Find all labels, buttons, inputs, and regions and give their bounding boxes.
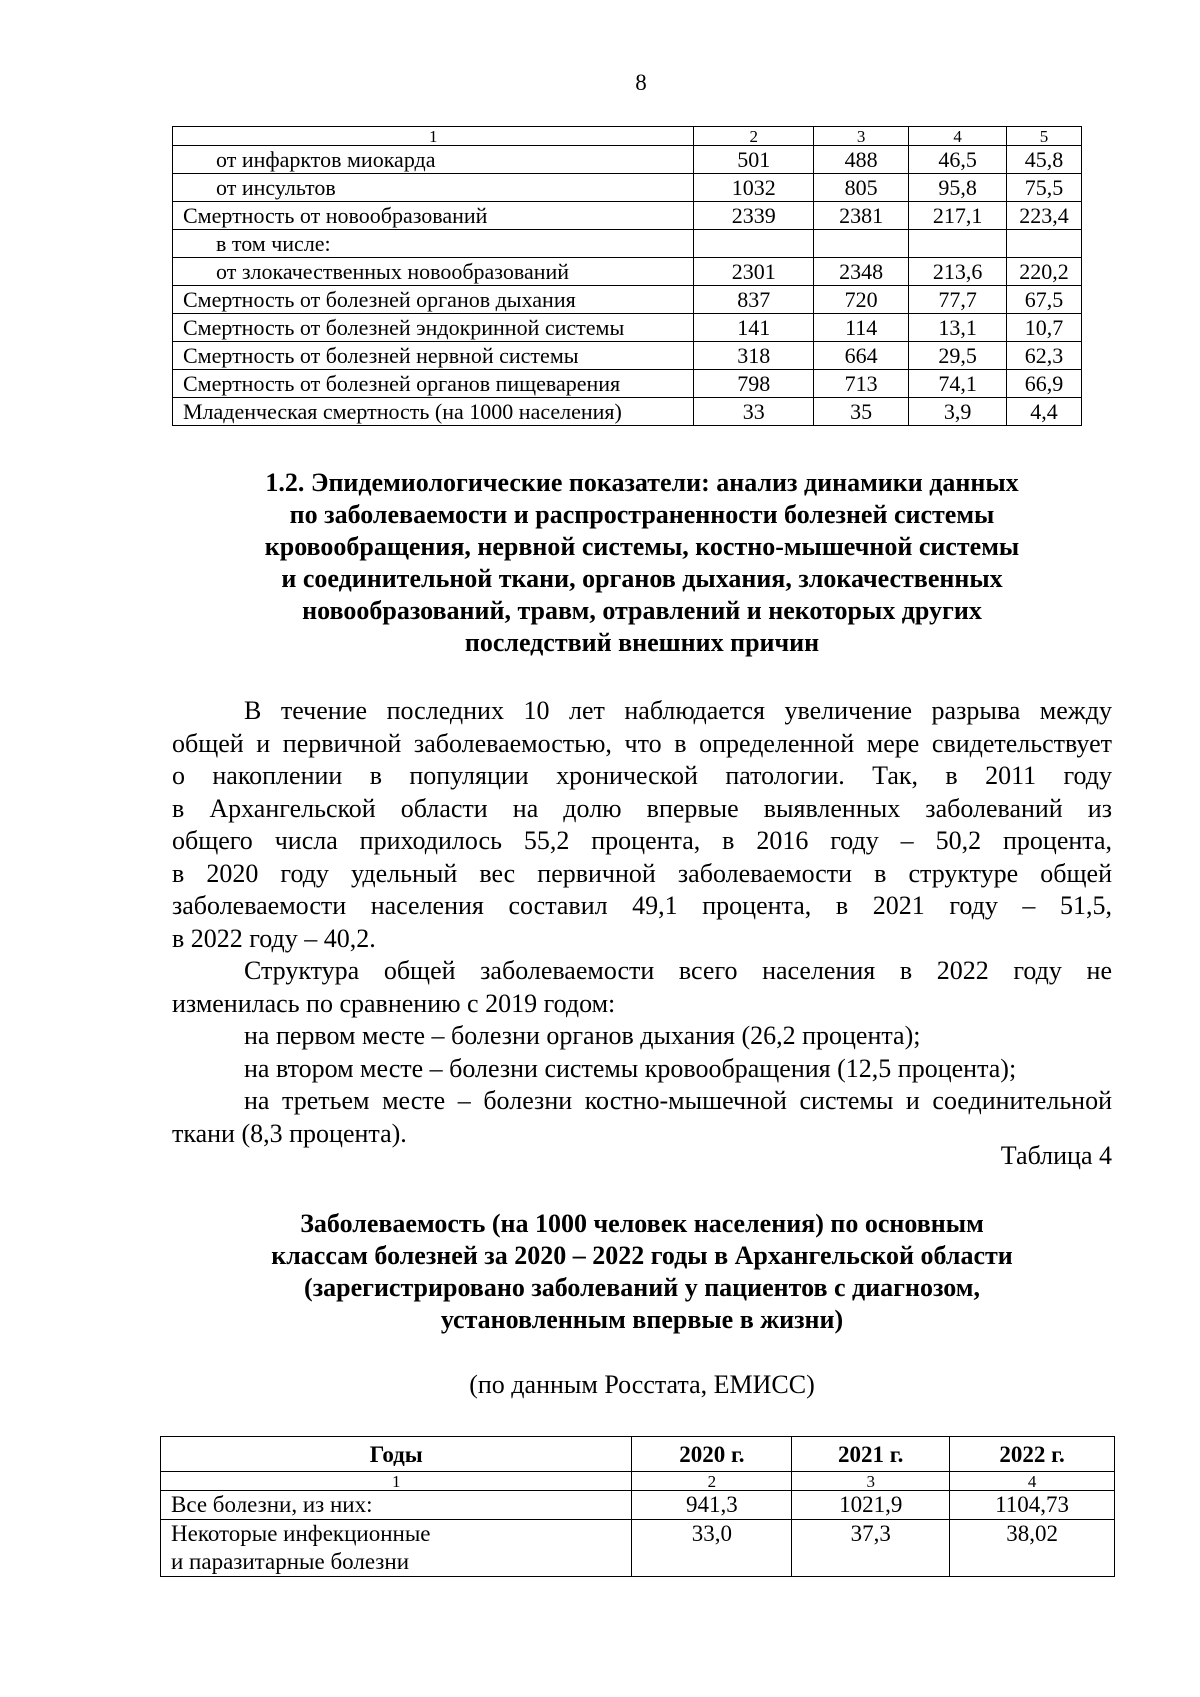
row-label-line: Все болезни, из них: — [171, 1492, 373, 1517]
column-header: 2021 г. — [792, 1437, 950, 1472]
row-label — [161, 1491, 632, 1520]
cell-value: 114 — [814, 314, 909, 342]
cell-value — [909, 230, 1007, 258]
column-number: 1 — [161, 1472, 632, 1491]
cell-value: 3,9 — [909, 398, 1007, 426]
paragraph-line: Структура общей заболеваемости всего населения в 2022 году не — [244, 956, 1112, 985]
cell-value: 664 — [814, 342, 909, 370]
row-label: Смертность от болезней органов дыхания — [173, 286, 694, 314]
table-row — [161, 1491, 1115, 1520]
table-row — [173, 286, 1082, 314]
cell-value: 4,4 — [1007, 398, 1082, 426]
table-row — [173, 342, 1082, 370]
column-number: 2 — [632, 1472, 792, 1491]
cell-value: 45,8 — [1007, 146, 1082, 174]
table-number: Таблица 4 — [1000, 1141, 1112, 1170]
table-row — [173, 258, 1082, 286]
section-heading — [172, 467, 1112, 659]
table-row — [173, 370, 1082, 398]
row-label: в том числе: — [173, 230, 694, 258]
table-row — [173, 314, 1082, 342]
morbidity-table — [160, 1436, 1115, 1577]
cell-value: 837 — [694, 286, 814, 314]
table-row — [173, 230, 1082, 258]
column-numbers-row — [161, 1472, 1115, 1491]
paragraph-line: изменилась по сравнению с 2019 годом: — [172, 988, 616, 1018]
heading-line: и соединительной ткани, органов дыхания, злокачественных — [281, 564, 1003, 593]
column-number: 2 — [694, 127, 814, 146]
cell-value: 720 — [814, 286, 909, 314]
table-title — [172, 1208, 1112, 1336]
heading-line: последствий внешних причин — [464, 628, 820, 657]
cell-value: 213,6 — [909, 258, 1007, 286]
cell-value: 35 — [814, 398, 909, 426]
cell-value: 10,7 — [1007, 314, 1082, 342]
paragraph-line: о накоплении в популяции хронической патологии. Так, в 2011 году — [172, 761, 1112, 790]
row-label: от инсультов — [173, 174, 694, 202]
cell-value: 33 — [694, 398, 814, 426]
cell-value: 46,5 — [909, 146, 1007, 174]
cell-value: 74,1 — [909, 370, 1007, 398]
page-number: 8 — [635, 70, 647, 95]
column-numbers-row — [173, 127, 1082, 146]
paragraph-line: в Архангельской области на долю впервые выявленных заболеваний из — [172, 793, 1112, 823]
row-label: от инфарктов миокарда — [173, 146, 694, 174]
cell-value: 501 — [694, 146, 814, 174]
cell-value — [1007, 230, 1082, 258]
paragraph-line: общего числа приходилось 55,2 процента, в 2016 году – 50,2 процента, — [172, 826, 1112, 855]
row-label-line: Некоторые инфекционные — [171, 1521, 431, 1546]
column-number: 4 — [909, 127, 1007, 146]
row-label — [161, 1520, 632, 1577]
cell-value: 33,0 — [632, 1520, 792, 1577]
column-header: 2020 г. — [632, 1437, 792, 1472]
mortality-table-continued — [172, 126, 1082, 426]
cell-value: 941,3 — [632, 1491, 792, 1520]
heading-line: новообразований, травм, отравлений и некоторых других — [302, 596, 982, 625]
title-line: (зарегистрировано заболеваний у пациентов с диагнозом, — [304, 1273, 980, 1302]
cell-value: 75,5 — [1007, 174, 1082, 202]
table-row — [173, 398, 1082, 426]
row-label: от злокачественных новообразований — [173, 258, 694, 286]
heading-line: 1.2. Эпидемиологические показатели: анализ динамики данных — [265, 468, 1019, 497]
cell-value: 2339 — [694, 202, 814, 230]
paragraph-line: в 2022 году – 40,2. — [172, 923, 376, 953]
table-source: (по данным Росстата, ЕМИСС) — [469, 1370, 815, 1399]
cell-value: 805 — [814, 174, 909, 202]
column-header: Годы — [161, 1437, 632, 1472]
cell-value: 77,7 — [909, 286, 1007, 314]
row-label: Смертность от болезней нервной системы — [173, 342, 694, 370]
cell-value: 220,2 — [1007, 258, 1082, 286]
body-text — [172, 695, 1112, 1150]
list-item: на третьем месте – болезни костно-мышечной системы и соединительной — [244, 1086, 1112, 1115]
column-number: 1 — [173, 127, 694, 146]
cell-value: 2381 — [814, 202, 909, 230]
column-number: 3 — [792, 1472, 950, 1491]
cell-value: 95,8 — [909, 174, 1007, 202]
row-label: Младенческая смертность (на 1000 населения) — [173, 398, 694, 426]
cell-value: 29,5 — [909, 342, 1007, 370]
cell-value: 67,5 — [1007, 286, 1082, 314]
title-line: Заболеваемость (на 1000 человек населения) по основным — [300, 1209, 984, 1238]
list-item: ткани (8,3 процента). — [172, 1118, 407, 1148]
cell-value — [814, 230, 909, 258]
cell-value: 2348 — [814, 258, 909, 286]
cell-value — [694, 230, 814, 258]
heading-line: кровообращения, нервной системы, костно-мышечной системы — [264, 532, 1020, 561]
list-item: на втором месте – болезни системы кровообращения (12,5 процента); — [244, 1053, 1017, 1083]
column-header: 2022 г. — [950, 1437, 1115, 1472]
title-line: классам болезней за 2020 – 2022 годы в Архангельской области — [271, 1241, 1013, 1270]
column-number: 5 — [1007, 127, 1082, 146]
cell-value: 62,3 — [1007, 342, 1082, 370]
cell-value: 713 — [814, 370, 909, 398]
paragraph-line: В течение последних 10 лет наблюдается увеличение разрыва между — [244, 696, 1112, 725]
paragraph-line: в 2020 году удельный вес первичной заболеваемости в структуре общей — [172, 858, 1112, 888]
cell-value: 318 — [694, 342, 814, 370]
cell-value: 1021,9 — [792, 1491, 950, 1520]
cell-value: 217,1 — [909, 202, 1007, 230]
table-row — [161, 1520, 1115, 1577]
cell-value: 38,02 — [950, 1520, 1115, 1577]
title-line: установленным впервые в жизни) — [440, 1305, 844, 1334]
row-label: Смертность от новообразований — [173, 202, 694, 230]
paragraph-line: общей и первичной заболеваемостью, что в определенной мере свидетельствует — [172, 728, 1112, 758]
cell-value: 37,3 — [792, 1520, 950, 1577]
row-label-line: и паразитарные болезни — [171, 1549, 410, 1574]
header-row — [161, 1437, 1115, 1472]
cell-value: 2301 — [694, 258, 814, 286]
cell-value: 13,1 — [909, 314, 1007, 342]
table-row — [173, 146, 1082, 174]
cell-value: 1104,73 — [950, 1491, 1115, 1520]
list-item: на первом месте – болезни органов дыхания (26,2 процента); — [244, 1021, 921, 1050]
heading-line: по заболеваемости и распространенности болезней системы — [289, 500, 995, 529]
column-number: 4 — [950, 1472, 1115, 1491]
row-label: Смертность от болезней органов пищеварения — [173, 370, 694, 398]
cell-value: 798 — [694, 370, 814, 398]
cell-value: 223,4 — [1007, 202, 1082, 230]
table-row — [173, 202, 1082, 230]
paragraph-line: заболеваемости населения составил 49,1 процента, в 2021 году – 51,5, — [172, 891, 1112, 920]
table-row — [173, 174, 1082, 202]
cell-value: 141 — [694, 314, 814, 342]
cell-value: 488 — [814, 146, 909, 174]
column-number: 3 — [814, 127, 909, 146]
cell-value: 66,9 — [1007, 370, 1082, 398]
cell-value: 1032 — [694, 174, 814, 202]
row-label: Смертность от болезней эндокринной системы — [173, 314, 694, 342]
